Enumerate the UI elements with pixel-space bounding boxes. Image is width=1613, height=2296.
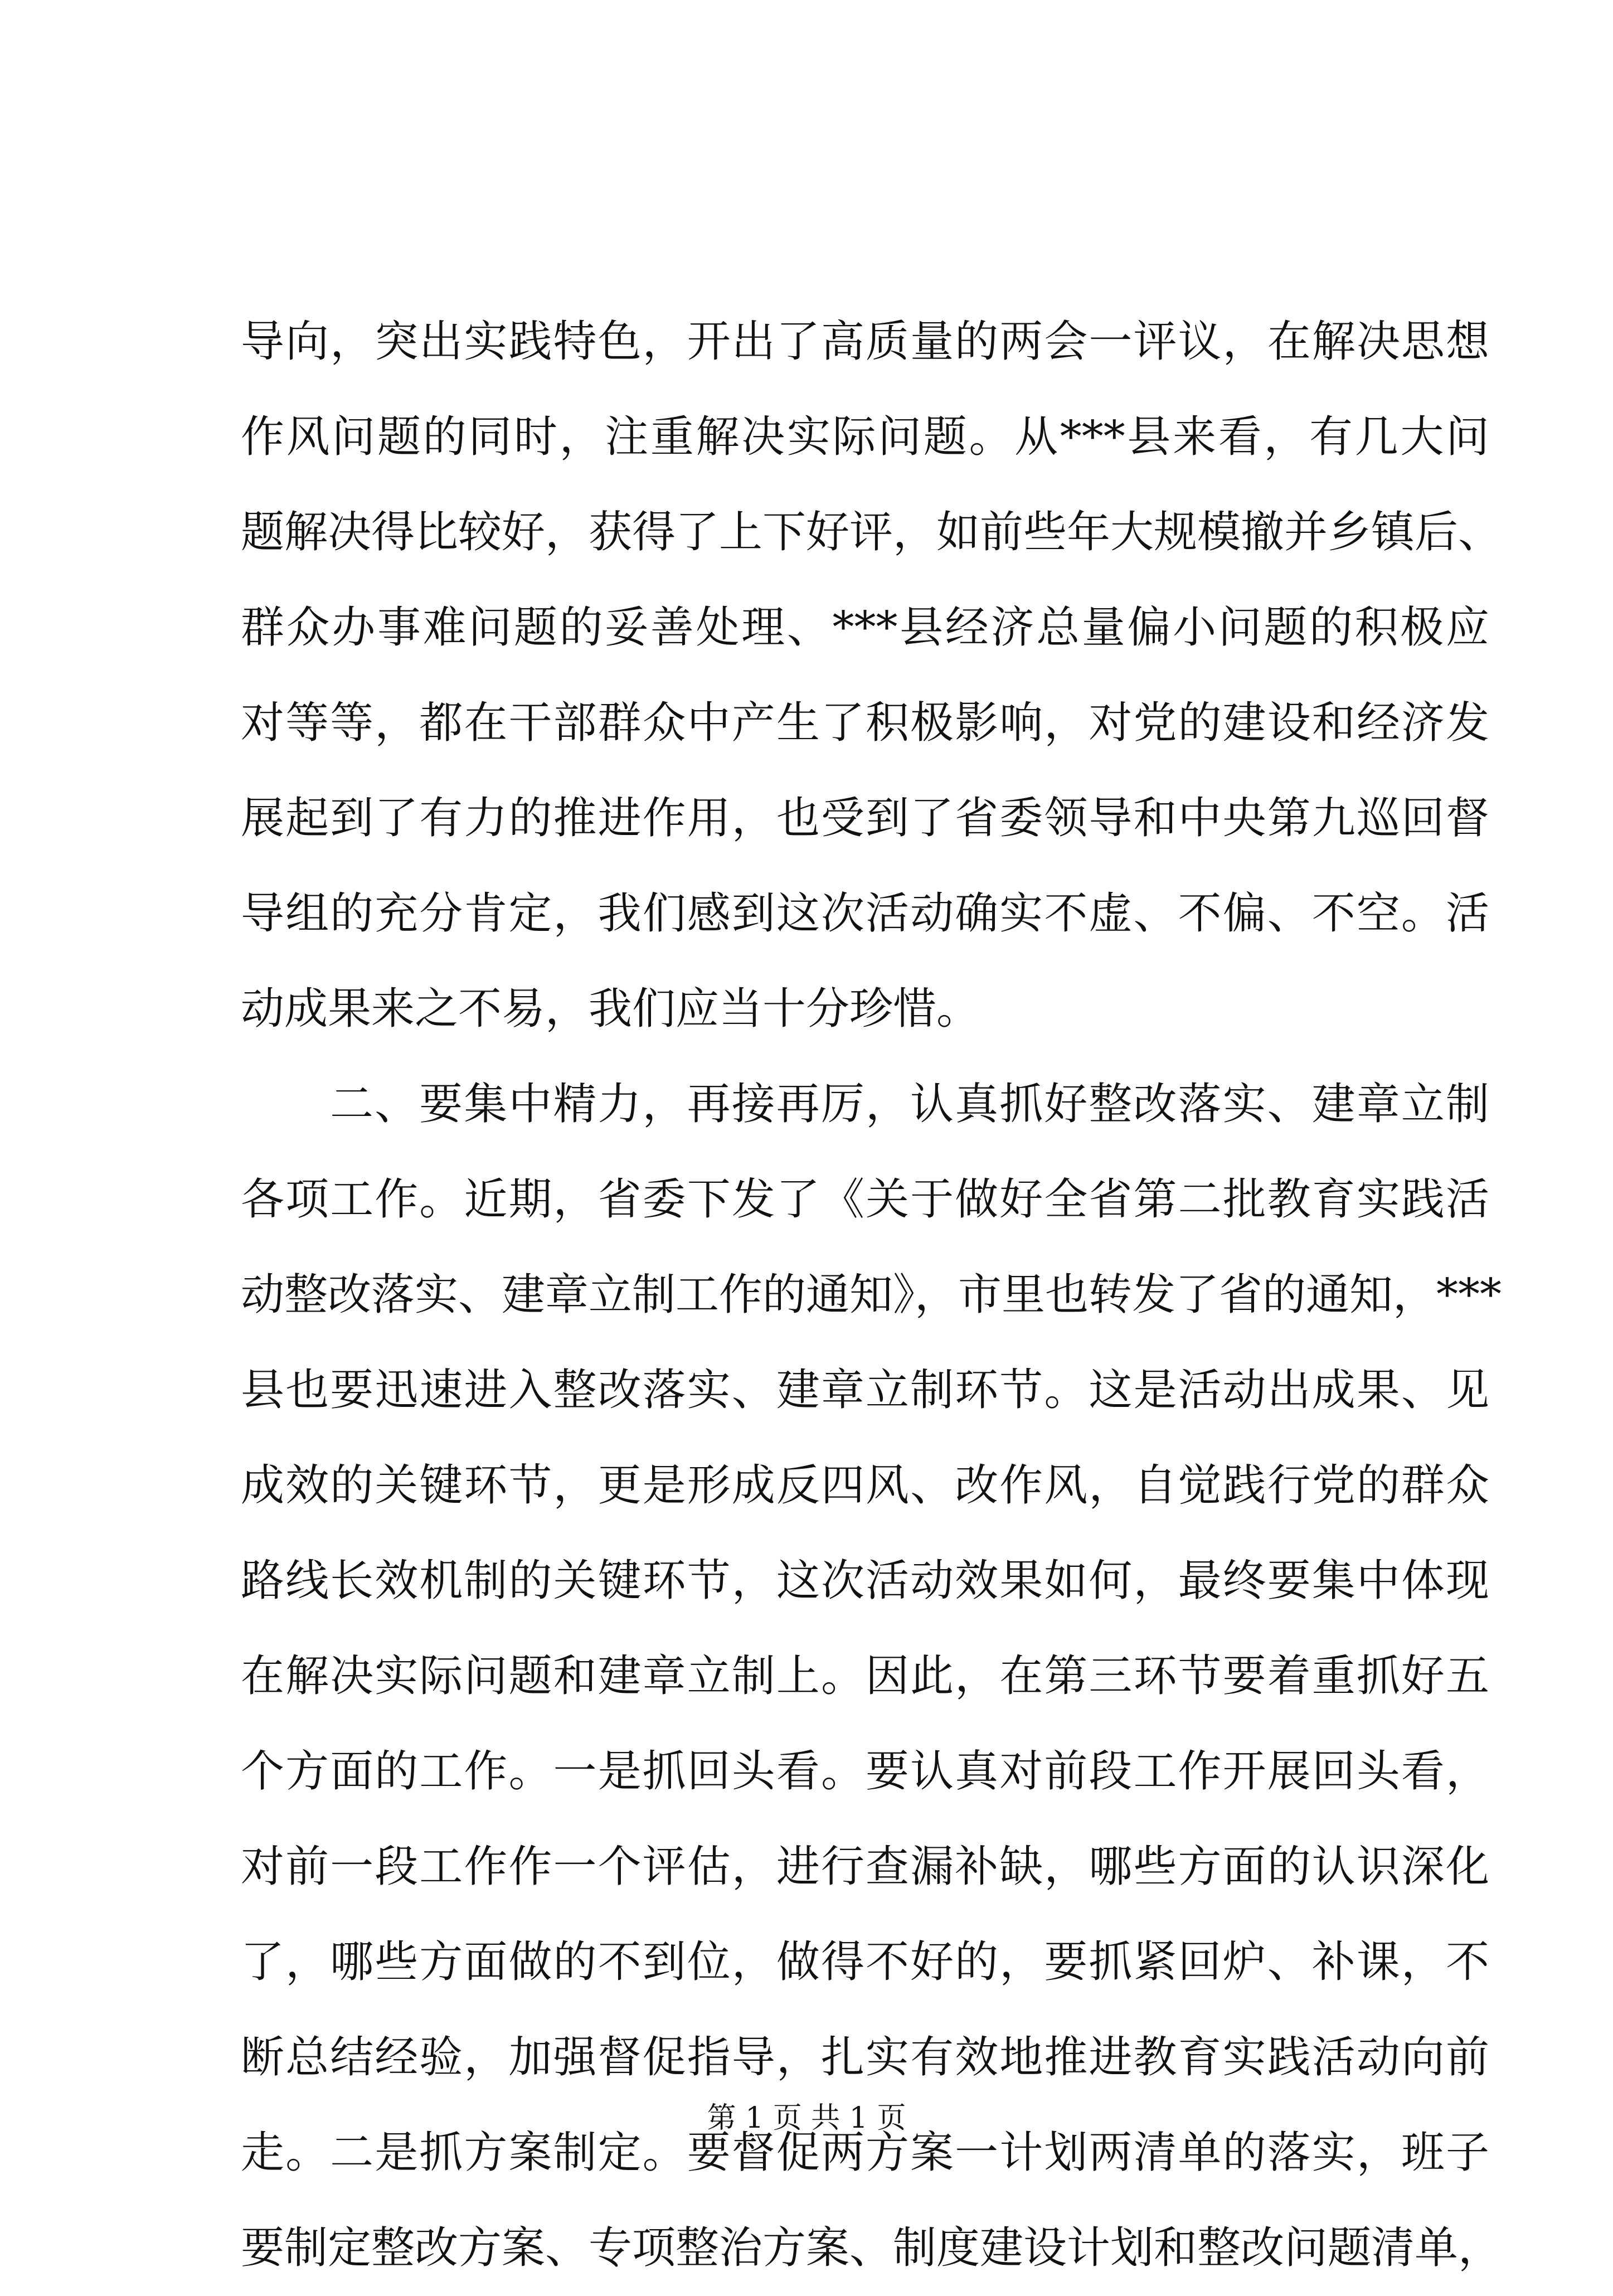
text-line: 二、要集中精力，再接再厉，认真抓好整改落实、建章立制 — [330, 1079, 1489, 1129]
text-line: 动整改落实、建章立制工作的通知》，市里也转发了省的通知，*** — [241, 1270, 1502, 1320]
text-line: 导向，突出实践特色，开出了高质量的两会一评议，在解决思想 — [241, 317, 1489, 367]
text-line: 对等等，都在干部群众中产生了积极影响，对党的建设和经济发 — [241, 698, 1489, 748]
text-line: 个方面的工作。一是抓回头看。要认真对前段工作开展回头看， — [241, 1746, 1489, 1797]
text-line: 县也要迅速进入整改落实、建章立制环节。这是活动出成果、见 — [241, 1365, 1489, 1415]
text-line: 在解决实际问题和建章立制上。因此，在第三环节要着重抓好五 — [241, 1651, 1489, 1701]
text-line: 了，哪些方面做的不到位，做得不好的，要抓紧回炉、补课，不 — [241, 1937, 1489, 1987]
text-line: 动成果来之不易，我们应当十分珍惜。 — [241, 984, 980, 1034]
text-line: 路线长效机制的关键环节，这次活动效果如何，最终要集中体现 — [241, 1556, 1489, 1606]
page-number-footer: 第 1 页 共 1 页 — [707, 2101, 906, 2135]
text-line: 对前一段工作作一个评估，进行查漏补缺，哪些方面的认识深化 — [241, 1842, 1489, 1892]
text-line: 断总结经验，加强督促指导，扎实有效地推进教育实践活动向前 — [241, 2032, 1489, 2083]
body-text — [241, 294, 1502, 2296]
text-line: 群众办事难问题的妥善处理、***县经济总量偏小问题的积极应 — [241, 603, 1489, 653]
text-line: 各项工作。近期，省委下发了《关于做好全省第二批教育实践活 — [241, 1174, 1489, 1225]
text-line: 成效的关键环节，更是形成反四风、改作风，自觉践行党的群众 — [241, 1460, 1489, 1511]
text-line: 作风问题的同时，注重解决实际问题。从***县来看，有几大问 — [241, 412, 1489, 462]
text-line: 题解决得比较好，获得了上下好评，如前些年大规模撤并乡镇后、 — [241, 507, 1502, 557]
text-line: 展起到了有力的推进作用，也受到了省委领导和中央第九巡回督 — [241, 793, 1489, 843]
text-line: 导组的充分肯定，我们感到这次活动确实不虚、不偏、不空。活 — [241, 889, 1489, 939]
text-line: 走。二是抓方案制定。要督促两方案一计划两清单的落实，班子 — [241, 2128, 1489, 2178]
text-line: 要制定整改方案、专项整治方案、制度建设计划和整改问题清单， — [241, 2223, 1502, 2273]
